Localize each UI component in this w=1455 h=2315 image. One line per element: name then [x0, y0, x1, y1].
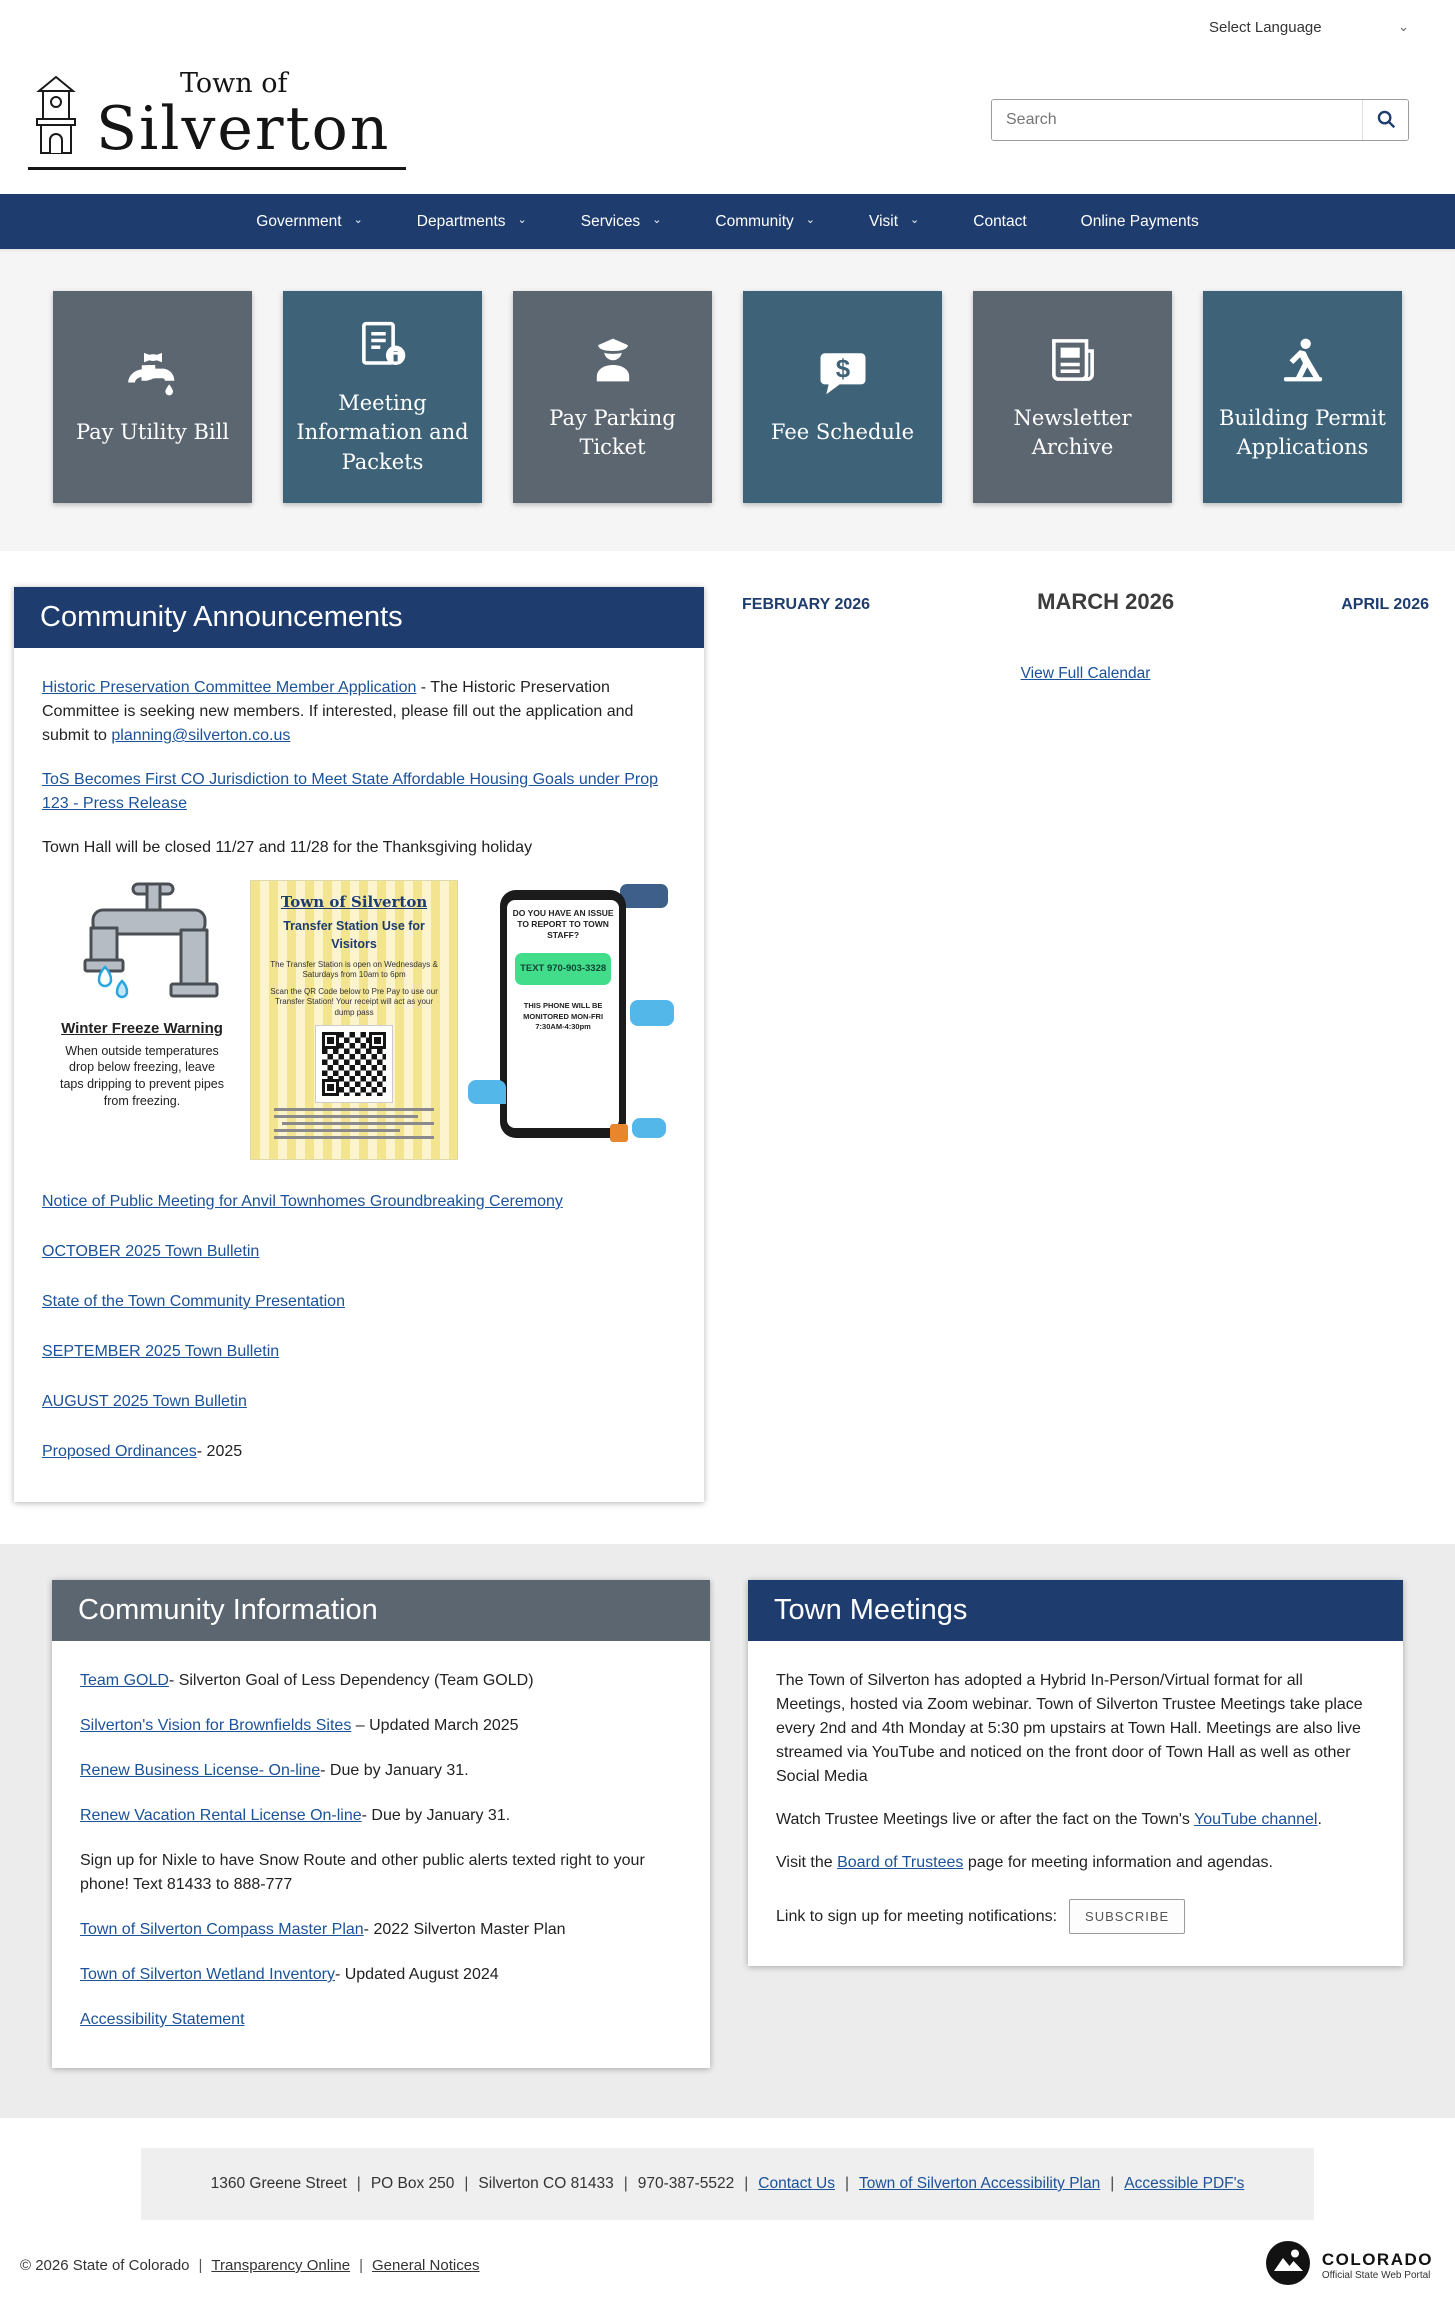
info-item — [80, 1849, 682, 1897]
announcement-item — [42, 1240, 676, 1264]
phone-monitored-text: THIS PHONE WILL BE MONITORED MON-FRI 7:30AM-4:30pm — [523, 1001, 604, 1032]
main-content — [0, 551, 1455, 1544]
separator — [845, 2175, 849, 2192]
info-text-nixle: Sign up for Nixle to have Snow Route and other public alerts texted right to your phone! Text 81433 to 888-777 — [80, 1852, 645, 1893]
info-item — [80, 1918, 682, 1942]
calendar-next-month-link[interactable]: APRIL 2026 — [1341, 596, 1429, 613]
chevron-down-icon — [652, 215, 661, 228]
nav-item-government[interactable] — [229, 194, 390, 249]
announcement-link-october-bulletin[interactable]: OCTOBER 2025 Town Bulletin — [42, 1243, 260, 1260]
accessibility-plan-link[interactable]: Town of Silverton Accessibility Plan — [859, 2175, 1101, 2192]
calendar-panel — [728, 587, 1441, 1502]
chevron-down-icon — [518, 215, 527, 228]
speech-bubble-icon — [632, 1118, 666, 1138]
calendar-prev-month-link[interactable]: FEBRUARY 2026 — [742, 596, 871, 613]
flyer-small-print — [282, 1122, 434, 1125]
separator — [1110, 2175, 1114, 2192]
phone-text-number: TEXT 970-903-3328 — [515, 953, 611, 985]
nav-label: Government — [256, 212, 342, 230]
town-meetings-panel — [748, 1580, 1403, 1966]
meeting-document-icon — [356, 317, 410, 373]
copyright-text: © 2026 State of Colorado — [20, 2257, 190, 2274]
town-meetings-paragraph — [776, 1851, 1375, 1875]
tile-newsletter-archive[interactable] — [973, 291, 1172, 503]
winter-freeze-warning-image — [42, 880, 242, 1110]
announcement-images — [42, 880, 676, 1160]
quick-links-section — [0, 249, 1455, 551]
flyer-small-print — [274, 1115, 418, 1118]
subscribe-row — [776, 1899, 1375, 1934]
announcement-link-prop-123[interactable]: ToS Becomes First CO Jurisdiction to Meet State Affordable Housing Goals under Prop 123 - Press Release — [42, 771, 658, 812]
flyer-subtitle: Transfer Station Use for Visitors — [283, 918, 425, 952]
nav-item-services[interactable] — [554, 194, 689, 249]
announcement-item — [42, 1290, 676, 1314]
info-suffix: – Updated March 2025 — [351, 1717, 519, 1734]
email-link-planning[interactable]: planning@silverton.co.us — [111, 727, 291, 744]
nav-label: Departments — [416, 212, 506, 230]
state-footer — [0, 2220, 1455, 2315]
chevron-down-icon — [806, 215, 815, 228]
tile-pay-utility-bill[interactable] — [53, 291, 252, 503]
announcement-item — [42, 1190, 676, 1214]
colorado-portal-logo[interactable] — [1265, 2240, 1433, 2291]
info-item — [80, 1669, 682, 1693]
flyer-text: The Transfer Station is open on Wednesdays & Saturdays from 10am to 6pm — [270, 960, 438, 980]
tile-pay-parking-ticket[interactable] — [513, 291, 712, 503]
site-logo[interactable] — [28, 70, 406, 170]
separator — [744, 2175, 748, 2192]
info-link-brownfields[interactable]: Silverton's Vision for Brownfields Sites — [80, 1717, 352, 1734]
separator — [359, 2257, 363, 2274]
colorado-logo-text — [1322, 2250, 1433, 2281]
colorado-logo-icon — [1265, 2240, 1311, 2291]
info-suffix: - Due by January 31. — [361, 1807, 511, 1824]
info-section — [0, 1544, 1455, 2118]
address-street: 1360 Greene Street — [210, 2175, 347, 2192]
info-item — [80, 2008, 682, 2032]
announcement-link-state-of-town[interactable]: State of the Town Community Presentation — [42, 1293, 345, 1310]
qr-code — [315, 1025, 393, 1103]
site-logo-text — [96, 68, 391, 164]
speech-bubble-icon — [630, 1000, 674, 1026]
colorado-subtitle: Official State Web Portal — [1321, 2269, 1431, 2281]
tile-label: Building Permit Applications — [1219, 405, 1386, 459]
subscribe-label: Link to sign up for meeting notifications: — [776, 1907, 1058, 1925]
announcement-link-september-bulletin[interactable]: SEPTEMBER 2025 Town Bulletin — [42, 1343, 280, 1360]
announcement-item — [42, 1440, 676, 1464]
info-link-compass-master-plan[interactable]: Town of Silverton Compass Master Plan — [80, 1921, 364, 1938]
site-header — [0, 54, 1455, 194]
announcement-link-historic-preservation[interactable]: Historic Preservation Committee Member Application — [42, 679, 417, 696]
chevron-down-icon — [910, 215, 919, 228]
fee-chat-dollar-icon — [816, 346, 870, 402]
text-issue-phone-image — [466, 880, 676, 1160]
announcement-item — [42, 676, 676, 748]
speech-bubble-icon — [468, 1080, 506, 1104]
faucet-icon — [126, 346, 180, 402]
state-footer-links — [20, 2257, 480, 2274]
tm-text: Watch Trustee Meetings live or after the fact on the Town's — [776, 1811, 1195, 1828]
general-notices-link[interactable]: General Notices — [372, 2257, 480, 2274]
info-link-team-gold[interactable]: Team GOLD — [80, 1672, 169, 1689]
language-select[interactable] — [1209, 19, 1409, 36]
svg-text:$: $ — [835, 355, 850, 384]
search-box — [991, 99, 1409, 141]
info-suffix: - Updated August 2024 — [334, 1966, 499, 1983]
parking-officer-icon — [586, 332, 640, 388]
top-utility-bar — [0, 0, 1455, 54]
search-button[interactable] — [1362, 100, 1408, 140]
main-navigation — [0, 194, 1455, 249]
tile-label: Fee Schedule — [770, 420, 915, 445]
tile-meeting-information[interactable] — [283, 291, 482, 503]
announcement-item — [42, 836, 676, 860]
transparency-online-link[interactable]: Transparency Online — [211, 2257, 351, 2274]
search-input[interactable] — [992, 100, 1362, 140]
announcement-link-august-bulletin[interactable]: AUGUST 2025 Town Bulletin — [42, 1393, 247, 1410]
info-suffix: - Due by January 31. — [320, 1762, 469, 1779]
announcements-title: Community Announcements — [14, 587, 704, 648]
tm-text: Visit the — [776, 1854, 838, 1871]
info-link-vacation-rental[interactable]: Renew Vacation Rental License On-line — [80, 1807, 362, 1824]
info-item — [80, 1963, 682, 1987]
nav-item-visit[interactable] — [842, 194, 946, 249]
flyer-small-print — [274, 1129, 400, 1132]
subscribe-button[interactable]: SUBSCRIBE — [1069, 1899, 1185, 1934]
chevron-down-icon — [1398, 19, 1409, 35]
youtube-channel-link[interactable]: YouTube channel — [1194, 1811, 1318, 1828]
logo-town-of: Town of — [180, 68, 288, 99]
announcement-item — [42, 1340, 676, 1364]
announcement-text: - The Historic Preservation Committee is seeking new members. If interested, please fill out the application and submit to — [42, 679, 634, 744]
logo-silverton: Silverton — [96, 94, 391, 164]
announcement-text-town-hall-closed: Town Hall will be closed 11/27 and 11/28 for the Thanksgiving holiday — [42, 839, 533, 856]
board-of-trustees-link[interactable]: Board of Trustees — [837, 1854, 964, 1871]
info-link-wetland-inventory[interactable]: Town of Silverton Wetland Inventory — [80, 1966, 335, 1983]
newspaper-icon — [1046, 332, 1100, 388]
info-item — [80, 1714, 682, 1738]
address-city: Silverton CO 81433 — [478, 2175, 614, 2192]
info-suffix: - Silverton Goal of Less Dependency (Team GOLD) — [168, 1672, 534, 1689]
tile-label: Pay Parking Ticket — [549, 405, 676, 459]
stamp-icon — [610, 1124, 628, 1142]
info-link-accessibility-statement[interactable]: Accessibility Statement — [80, 2011, 245, 2028]
tm-text: . — [1317, 1811, 1322, 1828]
town-meetings-paragraph — [776, 1808, 1375, 1832]
transfer-station-flyer-image — [250, 880, 458, 1160]
nav-item-departments[interactable] — [390, 194, 554, 249]
town-tower-icon — [28, 74, 84, 159]
nav-label: Online Payments — [1080, 212, 1199, 230]
nav-item-community[interactable] — [688, 194, 842, 249]
flyer-text: Scan the QR Code below to Pre Pay to use our Transfer Station! Your receipt will act as your dump pass — [270, 986, 438, 1017]
community-information-panel — [52, 1580, 710, 2068]
announcement-link-proposed-ordinances[interactable]: Proposed Ordinances — [42, 1443, 197, 1460]
community-announcements-panel — [14, 587, 704, 1502]
search-icon — [1375, 108, 1397, 133]
language-select-label: Select Language — [1209, 18, 1322, 36]
announcement-suffix: - 2025 — [196, 1443, 243, 1460]
construction-worker-icon — [1276, 332, 1330, 388]
community-information-title: Community Information — [52, 1580, 710, 1641]
address-pobox: PO Box 250 — [370, 2175, 455, 2192]
accessible-pdfs-link[interactable]: Accessible PDF's — [1124, 2175, 1245, 2192]
tile-label: Meeting Information and Packets — [296, 390, 469, 474]
calendar-current-month: MARCH 2026 — [1037, 589, 1175, 614]
tile-fee-schedule[interactable] — [743, 291, 942, 503]
freeze-warning-text: When outside temperatures drop below freezing, leave taps dripping to prevent pipes from freezing. — [60, 1043, 224, 1109]
nav-label: Community — [715, 212, 794, 230]
freeze-warning-title: Winter Freeze Warning — [61, 1020, 223, 1037]
info-item — [80, 1759, 682, 1783]
tm-text: page for meeting information and agendas. — [963, 1854, 1273, 1871]
info-suffix: - 2022 Silverton Master Plan — [363, 1921, 566, 1938]
nav-label: Services — [580, 212, 641, 230]
chevron-down-icon — [354, 215, 363, 228]
speech-bubble-icon — [620, 884, 668, 908]
contact-us-link[interactable]: Contact Us — [758, 2175, 835, 2192]
nav-label: Visit — [869, 212, 899, 230]
tile-label: Newsletter Archive — [1013, 405, 1132, 459]
announcement-item — [42, 1390, 676, 1414]
flyer-small-print — [274, 1136, 434, 1139]
announcement-item — [42, 768, 676, 816]
nav-item-online-payments[interactable] — [1054, 194, 1226, 249]
flyer-small-print — [274, 1108, 434, 1111]
town-meetings-paragraph: The Town of Silverton has adopted a Hybrid In-Person/Virtual format for all Meetings, hosted via Zoom webinar. Town of Silverton Trustee Meetings take place every 2nd and 4th Monday at 5:30 pm upstairs at Town Hall. Meetings are also live streamed via YouTube and noticed on the front door of Town Hall as well as other Social Media — [776, 1672, 1363, 1785]
separator — [624, 2175, 628, 2192]
separator — [199, 2257, 203, 2274]
flyer-title: Town of Silverton — [280, 893, 428, 911]
info-item — [80, 1804, 682, 1828]
separator — [357, 2175, 361, 2192]
view-full-calendar-link[interactable]: View Full Calendar — [1020, 665, 1151, 682]
nav-item-contact[interactable] — [946, 194, 1053, 249]
separator — [464, 2175, 468, 2192]
phone-illustration — [500, 890, 626, 1138]
info-link-business-license[interactable]: Renew Business License- On-line — [80, 1762, 321, 1779]
colorado-name: COLORADO — [1321, 2249, 1433, 2269]
phone-question-text: DO YOU HAVE AN ISSUE TO REPORT TO TOWN STAFF? — [512, 908, 614, 941]
announcement-link-anvil-townhomes[interactable]: Notice of Public Meeting for Anvil Townhomes Groundbreaking Ceremony — [42, 1193, 563, 1210]
tile-label: Pay Utility Bill — [75, 420, 230, 445]
address-phone: 970-387-5522 — [637, 2175, 735, 2192]
nav-label: Contact — [973, 212, 1027, 230]
address-bar — [141, 2148, 1314, 2220]
town-meetings-title: Town Meetings — [748, 1580, 1403, 1641]
faucet-illustration-icon — [47, 995, 237, 1012]
tile-building-permits[interactable] — [1203, 291, 1402, 503]
